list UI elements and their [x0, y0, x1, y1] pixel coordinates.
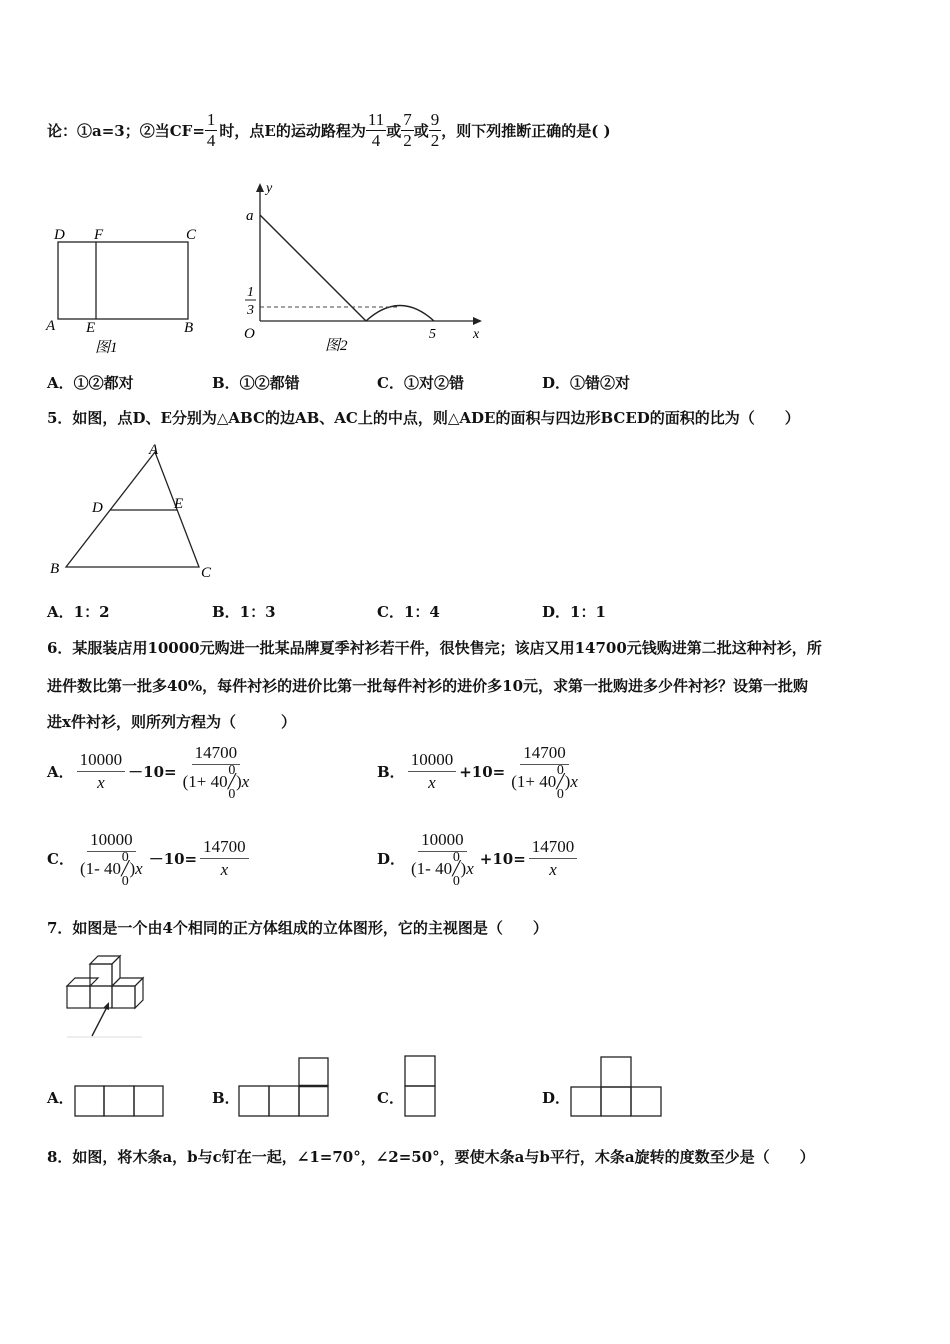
q7-option-d-label[interactable]: D． — [542, 1089, 571, 1107]
q6-option-b[interactable]: B． $\frac{10000}{x}$ +10= 14700 (1+ 40 0 ╱ 0 )x — [377, 742, 584, 801]
q7-option-b-figure[interactable] — [238, 1057, 332, 1118]
label-five: 5 — [429, 327, 436, 342]
q5-option-d[interactable]: D．1：1 — [542, 603, 606, 621]
q7-option-b-label[interactable]: B． — [212, 1089, 240, 1107]
label-E: E — [174, 496, 184, 512]
label-a: a — [246, 208, 254, 224]
q4-option-b[interactable]: B．①②都错 — [212, 374, 300, 392]
fraction-path-1: $\frac{11}{4}$ — [367, 109, 385, 150]
q5-text: 5．如图，点D、E分别为△ABC的边AB、AC上的中点，则△ADE的面积与四边形BCED的面积的比为（ ） — [47, 409, 800, 427]
label-origin: O — [244, 326, 255, 342]
fraction-path-2: $\frac{7}{2}$ — [403, 109, 412, 150]
q7-option-d-figure[interactable] — [570, 1056, 664, 1118]
q6-option-c[interactable]: C． 10000 (1- 40 0 ╱ 0 )x －10= $\frac{14700}{x}$ — [47, 829, 252, 888]
q7-option-a-figure[interactable] — [74, 1085, 166, 1118]
q6-line-3: 进x件衬衫，则所列方程为（ ） — [47, 713, 296, 731]
percent-sign: 0 ╱ 0 — [227, 763, 237, 802]
label-D: D — [54, 227, 65, 243]
fraction-d-left: 10000 (1- 40 0 ╱ 0 )x — [411, 830, 474, 889]
q7-text: 7．如图是一个由4个相同的正方体组成的立体图形，它的主视图是（ ） — [47, 919, 548, 937]
fraction-a-right: 14700 (1+ 40 0 ╱ 0 )x — [182, 743, 250, 802]
fraction-b-right: 14700 (1+ 40 0 ╱ 0 )x — [511, 743, 578, 802]
fraction-cf: $\frac{1}{4}$ — [206, 109, 216, 150]
percent-sign: 0 ╱ 0 — [121, 850, 130, 889]
label-B: B — [50, 561, 60, 577]
fraction-a-left: $\frac{10000}{x}$ — [77, 749, 126, 794]
q4-option-a[interactable]: A．①②都对 — [47, 374, 134, 392]
q6-line-2: 进件数比第一批多40%，每件衬衫的进价比第一批每件衬衫的进价多10元，求第一批购进多少件衬衫？设第一批购 — [47, 677, 809, 695]
percent-sign: 0 ╱ 0 — [556, 763, 565, 802]
label-B: B — [184, 320, 194, 336]
q6-line-1: 6．某服装店用10000元购进一批某品牌夏季衬衫若干件，很快售完；该店又用14700元钱购进第二批这种衬衫，所 — [47, 639, 822, 657]
q5-triangle-figure — [45, 440, 225, 585]
q8-text: 8．如图，将木条a，b与c钉在一起，∠1=70°，∠2=50°，要使木条a与b平行，木条a旋转的度数至少是（ ） — [47, 1148, 815, 1166]
q5-option-b[interactable]: B．1：3 — [212, 603, 276, 621]
q6-option-d[interactable]: D． 10000 (1- 40 0 ╱ 0 )x +10= $\frac{14700}{x}$ — [377, 829, 580, 888]
fraction-d-right: $\frac{14700}{x}$ — [529, 836, 578, 881]
q4-option-d[interactable]: D．①错②对 — [542, 374, 631, 392]
figure-2-caption: 图2 — [325, 338, 348, 354]
label-third-den: 3 — [247, 303, 254, 318]
percent-sign: 0 ╱ 0 — [452, 850, 461, 889]
q7-option-c-figure[interactable] — [404, 1055, 438, 1118]
axis-label-y: y — [266, 181, 273, 196]
fraction-b-left: $\frac{10000}{x}$ — [408, 749, 457, 794]
q4-option-c[interactable]: C．①对②错 — [377, 374, 464, 392]
label-C: C — [186, 227, 197, 243]
label-A: A — [149, 442, 159, 458]
label-F: F — [94, 227, 104, 243]
q7-option-c-label[interactable]: C． — [377, 1089, 404, 1107]
figure-1-caption: 图1 — [95, 340, 118, 356]
q6-option-a[interactable]: A． $\frac{10000}{x}$ －10= 14700 (1+ 40 0 ╱ 0 )x — [47, 742, 255, 801]
label-A: A — [46, 318, 56, 334]
fraction-c-left: 10000 (1- 40 0 ╱ 0 )x — [79, 830, 143, 889]
q5-option-a[interactable]: A．1：2 — [47, 603, 110, 621]
q5-option-c[interactable]: C．1：4 — [377, 603, 440, 621]
q4-condition: 论：①a=3；②当CF= $\frac{1}{4}$ 时，点E的运动路程为 $\frac{11}{4}$ 或 $\frac{7}{2}$ 或 $\frac{9}{2}$ ，则下列推断正确的是( ) — [47, 109, 611, 150]
q4-figure-2 — [238, 180, 488, 360]
q4-figure-1 — [40, 220, 210, 360]
label-C: C — [201, 565, 212, 581]
label-D: D — [92, 500, 103, 516]
axis-label-x: x — [473, 327, 480, 342]
q7-cube-figure — [62, 950, 162, 1045]
label-third-num: 1 — [247, 285, 254, 300]
fraction-c-right: $\frac{14700}{x}$ — [200, 836, 249, 881]
fraction-path-3: $\frac{9}{2}$ — [430, 109, 440, 150]
label-E: E — [86, 320, 96, 336]
q7-option-a-label[interactable]: A． — [47, 1089, 74, 1107]
